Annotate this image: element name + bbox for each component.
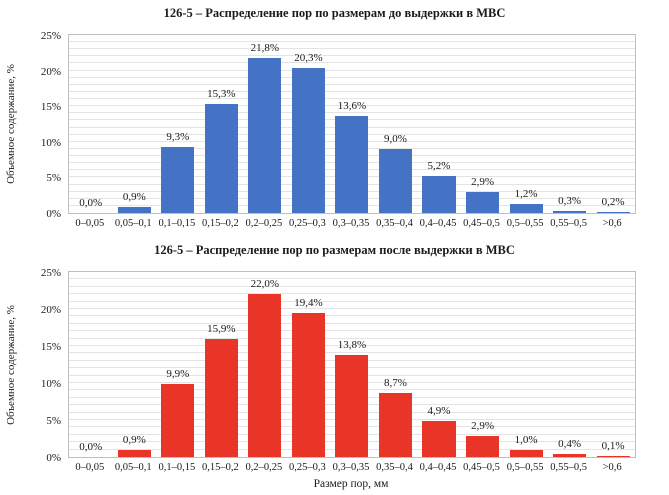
bar <box>335 355 368 457</box>
y-tick-label: 10% <box>40 136 61 149</box>
x-axis-tick-labels <box>68 218 634 230</box>
bar-slot <box>243 35 287 213</box>
y-tick-label: 15% <box>40 101 61 114</box>
x-tick-label: 0,25–0,3 <box>289 462 326 473</box>
bar-slot <box>591 35 635 213</box>
x-tick-label: 0,25–0,3 <box>289 218 326 229</box>
bar-value-label: 5,2% <box>427 159 451 172</box>
y-tick-label: 10% <box>40 378 61 390</box>
bars-row <box>69 35 635 213</box>
bar <box>205 339 238 457</box>
bars-row <box>69 272 635 457</box>
bar-slot <box>200 35 244 213</box>
bar-slot <box>69 272 113 457</box>
x-tick-label: 0,1–0,15 <box>158 218 196 229</box>
bar-value-label: 0,9% <box>122 190 146 203</box>
bar-value-label: 1,0% <box>514 433 538 446</box>
bar-value-label: 8,7% <box>384 376 407 389</box>
y-tick-label: 25% <box>40 267 61 279</box>
y-tick-label: 25% <box>40 30 61 42</box>
x-tick-label: 0–0,05 <box>75 218 105 229</box>
y-tick-label: 5% <box>46 415 61 427</box>
y-tick-label: 5% <box>46 172 61 185</box>
bar <box>553 454 586 457</box>
y-axis-tick-labels <box>22 267 68 464</box>
bar <box>422 176 455 213</box>
bar-value-label: 22,0% <box>250 278 280 291</box>
bar <box>292 313 325 457</box>
bar-value-label: 0,1% <box>601 440 625 453</box>
bar <box>553 211 586 213</box>
bar <box>379 393 412 457</box>
bar <box>292 68 325 213</box>
bar-slot <box>417 272 461 457</box>
bar-value-label: 15,9% <box>207 323 236 336</box>
bar-slot <box>548 272 592 457</box>
x-axis-title: Размер пор, мм <box>313 478 389 490</box>
bar-value-label: 0,0% <box>79 197 103 209</box>
y-tick-label: 20% <box>40 304 61 316</box>
chart-after-exposure <box>0 243 669 491</box>
bar <box>335 116 368 213</box>
bar-slot <box>287 35 331 213</box>
x-tick-label: 0,4–0,45 <box>419 218 457 229</box>
chart-body <box>0 30 669 220</box>
x-tick-label: 0,35–0,4 <box>376 218 413 229</box>
bar-slot <box>591 272 635 457</box>
x-tick-label: 0,35–0,4 <box>376 462 413 473</box>
chart-title: 126-5 – Распределение пор по размерам до выдержки в МВС <box>163 6 506 20</box>
x-tick-label: 0,3–0,35 <box>332 218 370 229</box>
bar-value-label: 0,2% <box>601 195 625 208</box>
x-tick-label: 0–0,05 <box>75 462 105 473</box>
y-axis-tick-labels <box>22 30 68 220</box>
bar-value-label: 0,0% <box>79 441 103 453</box>
bar-slot <box>156 35 200 213</box>
bar-value-label: 21,8% <box>250 41 280 54</box>
x-tick-label: 0,3–0,35 <box>332 462 370 473</box>
x-tick-label: 0,55–0,5 <box>550 218 587 229</box>
bar-slot <box>287 272 331 457</box>
plot-area <box>68 34 636 214</box>
y-axis-title-column <box>0 34 22 214</box>
bar <box>118 207 151 213</box>
bar-slot <box>330 272 374 457</box>
bar <box>205 104 238 213</box>
bar-slot <box>417 35 461 213</box>
bar-slot <box>69 35 113 213</box>
chart-before-exposure <box>0 6 669 230</box>
x-tick-label: 0,4–0,45 <box>419 462 457 473</box>
bar-slot <box>243 272 287 457</box>
x-tick-label: >0,6 <box>602 218 622 229</box>
bar <box>248 58 281 213</box>
bar-slot <box>156 272 200 457</box>
y-axis-title: Объемное содержание, % <box>5 64 17 184</box>
x-tick-label: 0,1–0,15 <box>158 462 196 473</box>
x-tick-label: >0,6 <box>602 462 622 473</box>
x-tick-label: 0,15–0,2 <box>201 218 239 229</box>
bar-slot <box>461 272 505 457</box>
bar-value-label: 2,9% <box>471 419 495 432</box>
x-tick-label: 0,45–0,5 <box>463 218 500 229</box>
bar-value-label: 9,3% <box>166 130 190 143</box>
bar-value-label: 9,0% <box>384 132 407 145</box>
x-tick-label: 0,2–0,25 <box>245 462 283 473</box>
x-tick-label: 0,45–0,5 <box>463 462 500 473</box>
chart-title: 126-5 – Распределение пор по размерам после выдержки в МВС <box>154 243 515 257</box>
bar-value-label: 0,3% <box>558 194 582 207</box>
bar-value-label: 13,6% <box>337 100 367 113</box>
bar-value-label: 20,3% <box>294 52 323 65</box>
x-tick-label: 0,05–0,1 <box>114 218 152 229</box>
y-tick-label: 0% <box>46 208 61 220</box>
bar <box>248 294 281 457</box>
bar <box>161 147 194 213</box>
bar-slot <box>461 35 505 213</box>
x-tick-label: 0,55–0,5 <box>550 462 587 473</box>
bar-slot <box>504 35 548 213</box>
y-tick-label: 20% <box>40 65 61 78</box>
y-axis-title-column <box>0 271 22 458</box>
bar-slot <box>113 272 157 457</box>
bar-value-label: 0,9% <box>122 434 146 447</box>
bar <box>466 436 499 457</box>
plot-area <box>68 271 636 458</box>
bar-slot <box>504 272 548 457</box>
x-tick-label: 0,15–0,2 <box>201 462 239 473</box>
bar-value-label: 9,9% <box>166 367 190 380</box>
bar <box>422 421 455 457</box>
bar-value-label: 13,8% <box>337 338 367 351</box>
x-tick-label: 0,05–0,1 <box>114 462 152 473</box>
bar <box>597 212 630 213</box>
x-tick-label: 0,5–0,55 <box>506 462 544 473</box>
bar-slot <box>548 35 592 213</box>
bar <box>510 450 543 457</box>
x-tick-label: 0,2–0,25 <box>245 218 283 229</box>
bar-slot <box>200 272 244 457</box>
y-axis-title: Объемное содержание, % <box>5 304 17 425</box>
bar-value-label: 0,4% <box>558 438 582 451</box>
bar-value-label: 19,4% <box>294 297 323 310</box>
y-tick-label: 15% <box>40 341 61 353</box>
bar-value-label: 1,2% <box>514 188 538 201</box>
bar-value-label: 15,3% <box>207 88 236 101</box>
bar-slot <box>374 35 418 213</box>
bar-slot <box>374 272 418 457</box>
bar-value-label: 4,9% <box>427 404 451 417</box>
bar <box>161 384 194 457</box>
bar <box>379 149 412 213</box>
x-axis-tick-labels <box>68 462 634 474</box>
bar-slot <box>330 35 374 213</box>
x-tick-label: 0,5–0,55 <box>506 218 544 229</box>
chart-body <box>0 267 669 464</box>
bar <box>510 204 543 213</box>
bar-slot <box>113 35 157 213</box>
bar <box>118 450 151 457</box>
bar <box>466 192 499 213</box>
bar <box>597 456 630 457</box>
bar-value-label: 2,9% <box>471 176 495 189</box>
y-tick-label: 0% <box>46 452 61 464</box>
